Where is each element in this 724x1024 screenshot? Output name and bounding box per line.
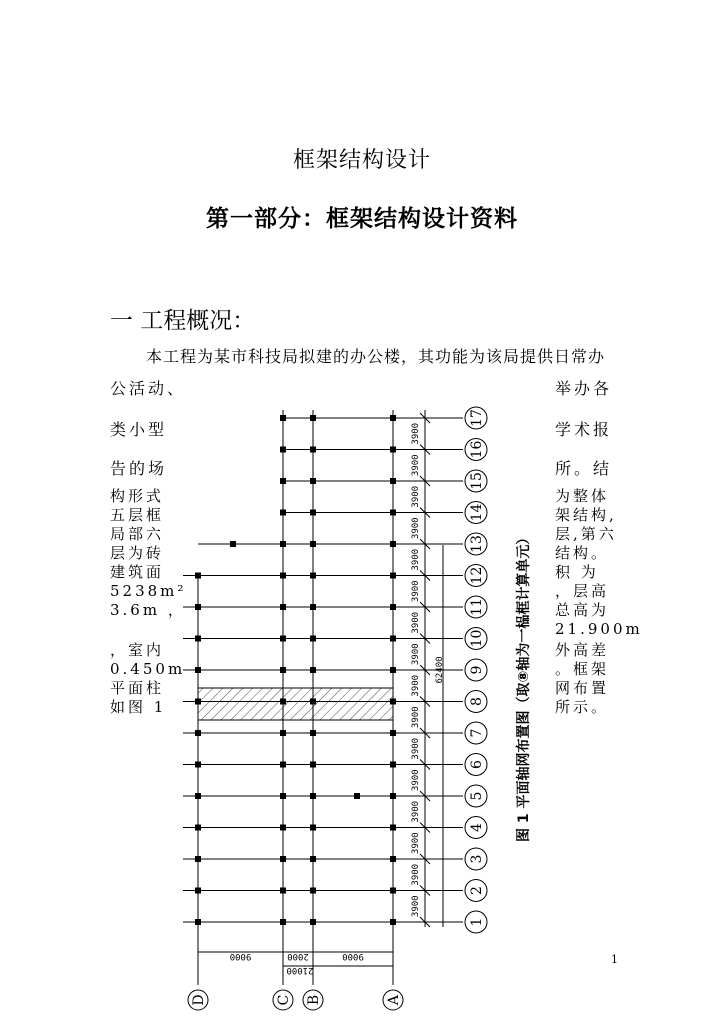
bottom-dimension: 2000 bbox=[287, 951, 309, 961]
right-text-line: 所示。 bbox=[555, 698, 610, 716]
left-text-line: ，室内 bbox=[110, 641, 165, 659]
column-marker bbox=[310, 667, 316, 673]
left-text-line: 平面柱 bbox=[110, 679, 165, 697]
row-dimension: 3900 bbox=[411, 517, 421, 540]
right-text-line: 21.900m bbox=[555, 620, 643, 638]
column-marker bbox=[280, 636, 286, 642]
column-marker bbox=[280, 825, 286, 831]
column-marker bbox=[195, 825, 201, 831]
column-marker bbox=[310, 919, 316, 925]
column-marker bbox=[195, 888, 201, 894]
column-marker bbox=[310, 510, 316, 516]
page-number: 1 bbox=[611, 953, 618, 966]
axis-label-9: 9 bbox=[469, 665, 485, 675]
column-marker bbox=[310, 793, 316, 799]
column-marker bbox=[195, 730, 201, 736]
column-marker bbox=[310, 541, 316, 547]
calculation-unit-hatch bbox=[198, 688, 393, 720]
column-marker bbox=[280, 541, 286, 547]
right-text-line: 为整体 bbox=[555, 487, 610, 505]
intro-paragraph: 本工程为某市科技局拟建的办公楼，其功能为该局提供日常办 bbox=[146, 347, 606, 366]
axis-label-d: D bbox=[191, 994, 207, 1006]
column-marker bbox=[195, 919, 201, 925]
axis-label-10: 10 bbox=[469, 629, 485, 648]
column-marker bbox=[390, 510, 396, 516]
column-marker bbox=[195, 573, 201, 579]
left-text-line: 类小型 bbox=[110, 420, 168, 439]
right-text-line: ，层高 bbox=[555, 582, 610, 600]
bottom-dimension: 9000 bbox=[342, 951, 364, 961]
column-marker bbox=[280, 573, 286, 579]
column-marker bbox=[310, 604, 316, 610]
row-dimension: 3900 bbox=[411, 611, 421, 634]
row-dimension: 3900 bbox=[411, 580, 421, 603]
axis-label-17: 17 bbox=[469, 409, 485, 427]
column-marker bbox=[310, 825, 316, 831]
bottom-dimension: 9000 bbox=[229, 951, 252, 961]
column-marker bbox=[310, 573, 316, 579]
column-marker bbox=[390, 730, 396, 736]
section-heading: 一 工程概况： bbox=[110, 308, 256, 334]
column-marker bbox=[390, 604, 396, 610]
row-dimension: 3900 bbox=[411, 863, 421, 886]
column-marker bbox=[390, 762, 396, 768]
column-marker bbox=[280, 478, 286, 484]
column-marker bbox=[310, 478, 316, 484]
column-marker bbox=[390, 636, 396, 642]
column-marker bbox=[280, 604, 286, 610]
column-marker bbox=[310, 636, 316, 642]
column-marker bbox=[280, 793, 286, 799]
right-text-line: 结构。 bbox=[555, 544, 610, 562]
column-marker bbox=[390, 793, 396, 799]
left-text-line: 建筑面 bbox=[110, 563, 165, 581]
right-text-line: 举办各 bbox=[555, 379, 613, 398]
column-marker bbox=[390, 699, 396, 705]
column-marker bbox=[390, 888, 396, 894]
row-dimension: 3900 bbox=[411, 832, 421, 855]
axis-label-8: 8 bbox=[469, 697, 485, 706]
column-marker bbox=[390, 667, 396, 673]
left-text-line: 0.450m bbox=[110, 660, 186, 678]
column-marker bbox=[280, 919, 286, 925]
left-text-line: 3.6m ， bbox=[110, 601, 186, 619]
column-marker bbox=[280, 856, 286, 862]
right-text-line: 外高差 bbox=[555, 641, 610, 659]
left-text-line: 构形式 bbox=[110, 487, 165, 505]
axis-label-5: 5 bbox=[469, 791, 485, 801]
right-text-line: 积 为 bbox=[555, 563, 599, 581]
row-dimension: 3900 bbox=[411, 485, 421, 508]
row-dimension: 3900 bbox=[411, 706, 421, 729]
column-marker bbox=[195, 699, 201, 705]
row-dimension: 3900 bbox=[411, 769, 421, 792]
axis-label-b: B bbox=[306, 994, 322, 1006]
column-marker bbox=[280, 510, 286, 516]
column-marker bbox=[390, 825, 396, 831]
left-text-line: 五层框 bbox=[110, 506, 165, 524]
right-text-line: 总高为 bbox=[555, 601, 610, 619]
left-text-line: 5238m² bbox=[110, 582, 187, 600]
column-marker bbox=[280, 415, 286, 421]
column-marker bbox=[280, 667, 286, 673]
axis-label-11: 11 bbox=[469, 598, 485, 616]
column-marker bbox=[310, 888, 316, 894]
axis-label-16: 16 bbox=[469, 440, 485, 459]
total-dimension: 62400 bbox=[435, 656, 445, 684]
column-marker bbox=[390, 573, 396, 579]
row-dimension: 3900 bbox=[411, 895, 421, 918]
column-marker bbox=[195, 793, 201, 799]
document-title: 框架结构设计 bbox=[292, 148, 431, 173]
axis-label-7: 7 bbox=[469, 728, 485, 738]
right-text-line: 。框架 bbox=[555, 660, 610, 678]
column-marker bbox=[195, 856, 201, 862]
axis-label-15: 15 bbox=[469, 472, 485, 490]
axis-label-4: 4 bbox=[469, 823, 485, 832]
right-text-line: 网布置 bbox=[555, 679, 610, 697]
axis-label-a: A bbox=[386, 994, 402, 1006]
row-dimension: 3900 bbox=[411, 643, 421, 666]
axis-label-3: 3 bbox=[469, 854, 485, 864]
column-marker bbox=[310, 856, 316, 862]
column-marker bbox=[310, 762, 316, 768]
left-text-line: 公活动、 bbox=[110, 379, 187, 398]
figure-caption: 图 1 平面轴网布置图（取⑧轴为一榀框计算单元） bbox=[516, 530, 532, 842]
right-text-line: 层,第六 bbox=[555, 525, 617, 543]
left-text-line: 如图 1 bbox=[110, 698, 167, 716]
right-text-line: 学术报 bbox=[555, 420, 613, 439]
left-text-line: 局部六 bbox=[110, 525, 165, 543]
column-marker bbox=[390, 447, 396, 453]
bottom-total-dimension: 21000 bbox=[286, 965, 314, 975]
column-marker bbox=[280, 888, 286, 894]
column-marker bbox=[195, 667, 201, 673]
part-title: 第一部分：框架结构设计资料 bbox=[206, 206, 518, 232]
column-marker bbox=[390, 541, 396, 547]
column-marker bbox=[195, 636, 201, 642]
right-text-line: 所。结 bbox=[555, 459, 613, 478]
row-dimension: 3900 bbox=[411, 737, 421, 760]
axis-label-c: C bbox=[276, 994, 292, 1006]
column-marker bbox=[390, 478, 396, 484]
left-text-line: 告的场 bbox=[110, 459, 168, 478]
axis-label-2: 2 bbox=[469, 886, 485, 895]
axis-label-14: 14 bbox=[469, 503, 485, 522]
column-marker bbox=[310, 447, 316, 453]
left-text-line: 层为砖 bbox=[110, 544, 165, 562]
column-marker bbox=[195, 762, 201, 768]
column-marker bbox=[390, 856, 396, 862]
column-marker bbox=[310, 699, 316, 705]
row-dimension: 3900 bbox=[411, 674, 421, 697]
column-marker bbox=[390, 415, 396, 421]
column-marker bbox=[280, 699, 286, 705]
row-dimension: 3900 bbox=[411, 548, 421, 571]
column-marker bbox=[280, 762, 286, 768]
column-marker bbox=[310, 730, 316, 736]
row-dimension: 3900 bbox=[411, 422, 421, 445]
column-marker bbox=[230, 541, 236, 547]
column-marker bbox=[390, 919, 396, 925]
axis-label-1: 1 bbox=[469, 917, 485, 927]
column-marker bbox=[354, 793, 360, 799]
column-marker bbox=[195, 604, 201, 610]
row-dimension: 3900 bbox=[411, 454, 421, 477]
row-dimension: 3900 bbox=[411, 800, 421, 823]
column-marker bbox=[280, 447, 286, 453]
axis-label-12: 12 bbox=[469, 566, 485, 585]
right-text-line: 架结构, bbox=[555, 506, 617, 524]
column-marker bbox=[280, 730, 286, 736]
axis-label-13: 13 bbox=[469, 535, 485, 553]
column-marker bbox=[310, 415, 316, 421]
axis-label-6: 6 bbox=[469, 760, 485, 769]
